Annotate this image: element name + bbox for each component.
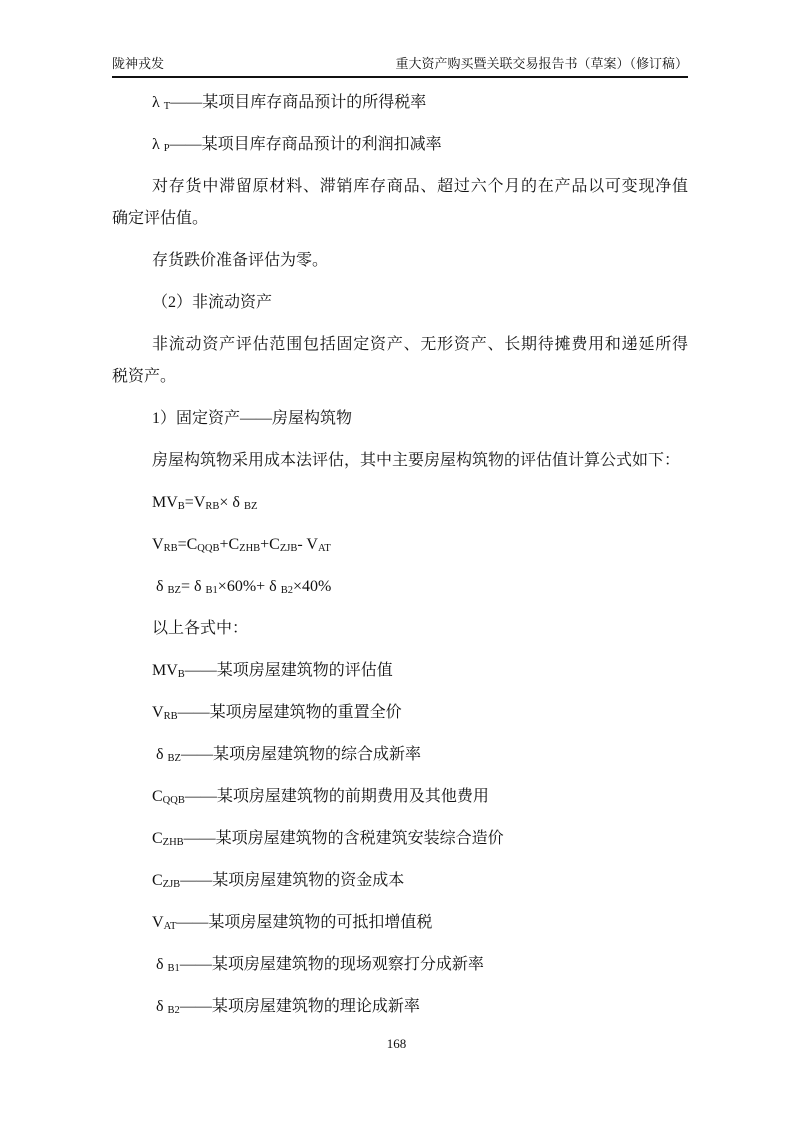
body-line: $C_{ZJB}——$某项房屋建筑物的资金成本 (152, 872, 405, 890)
body-line: $C_{ZHB}——$某项房屋建筑物的含税建筑安装综合造价 (152, 830, 504, 848)
body-line: 房屋构筑物采用成本法评估，其中主要房屋构筑物的评估值计算公式如下： (152, 452, 681, 469)
body-line: 以上各式中： (152, 620, 249, 637)
body-line: λ $_P$——某项目库存商品预计的利润扣减率 (152, 136, 442, 154)
body-line: $MV_B——$某项房屋建筑物的评估值 (152, 662, 393, 680)
body-line: δ $_{B2}$——某项房屋建筑物的理论成新率 (152, 998, 420, 1016)
body-line: δ $_{BZ}$——某项房屋建筑物的综合成新率 (152, 746, 421, 764)
page-number: 168 (386, 1036, 407, 1051)
header-right-title: 重大资产购买暨关联交易报告书（草案）（修订稿） (395, 56, 688, 71)
document-body (112, 87, 688, 1023)
body-line: （2）非流动资产 (152, 294, 273, 311)
body-line: 1）固定资产——房屋构筑物 (152, 410, 353, 427)
body-line: $V_{RB}——$某项房屋建筑物的重置全价 (152, 704, 402, 722)
body-line: λ $_T$——某项目库存商品预计的所得税率 (152, 94, 427, 112)
page-header (112, 54, 688, 78)
body-line: 税资产。 (112, 368, 177, 385)
body-line: 非流动资产评估范围包括固定资产、无形资产、长期待摊费用和递延所得 (152, 336, 688, 353)
body-line: $V_{RB}=C_{QQB}+C_{ZHB}+C_{ZJB}-$ $V_{AT}$ (152, 536, 331, 554)
header-left-title: 陇神戎发 (112, 56, 165, 71)
body-line: δ $_{B1}$——某项房屋建筑物的现场观察打分成新率 (152, 956, 484, 974)
body-line: δ $_{BZ}$= δ $_{B1}$×60%+ δ $_{B2}$×40% (152, 578, 332, 596)
body-line: $V_{AT}——$某项房屋建筑物的可抵扣增值税 (152, 914, 433, 932)
body-line: 对存货中滞留原材料、滞销库存商品、超过六个月的在产品以可变现净值 (152, 178, 688, 195)
body-line: 确定评估值。 (112, 210, 209, 227)
body-line: 存货跌价准备评估为零。 (152, 252, 329, 269)
page-footer (0, 1036, 793, 1052)
body-line: $MV_B=V_{RB}\times \delta$ $_{BZ}$ (152, 494, 258, 512)
body-line: $C_{QQB}——$某项房屋建筑物的前期费用及其他费用 (152, 788, 489, 806)
